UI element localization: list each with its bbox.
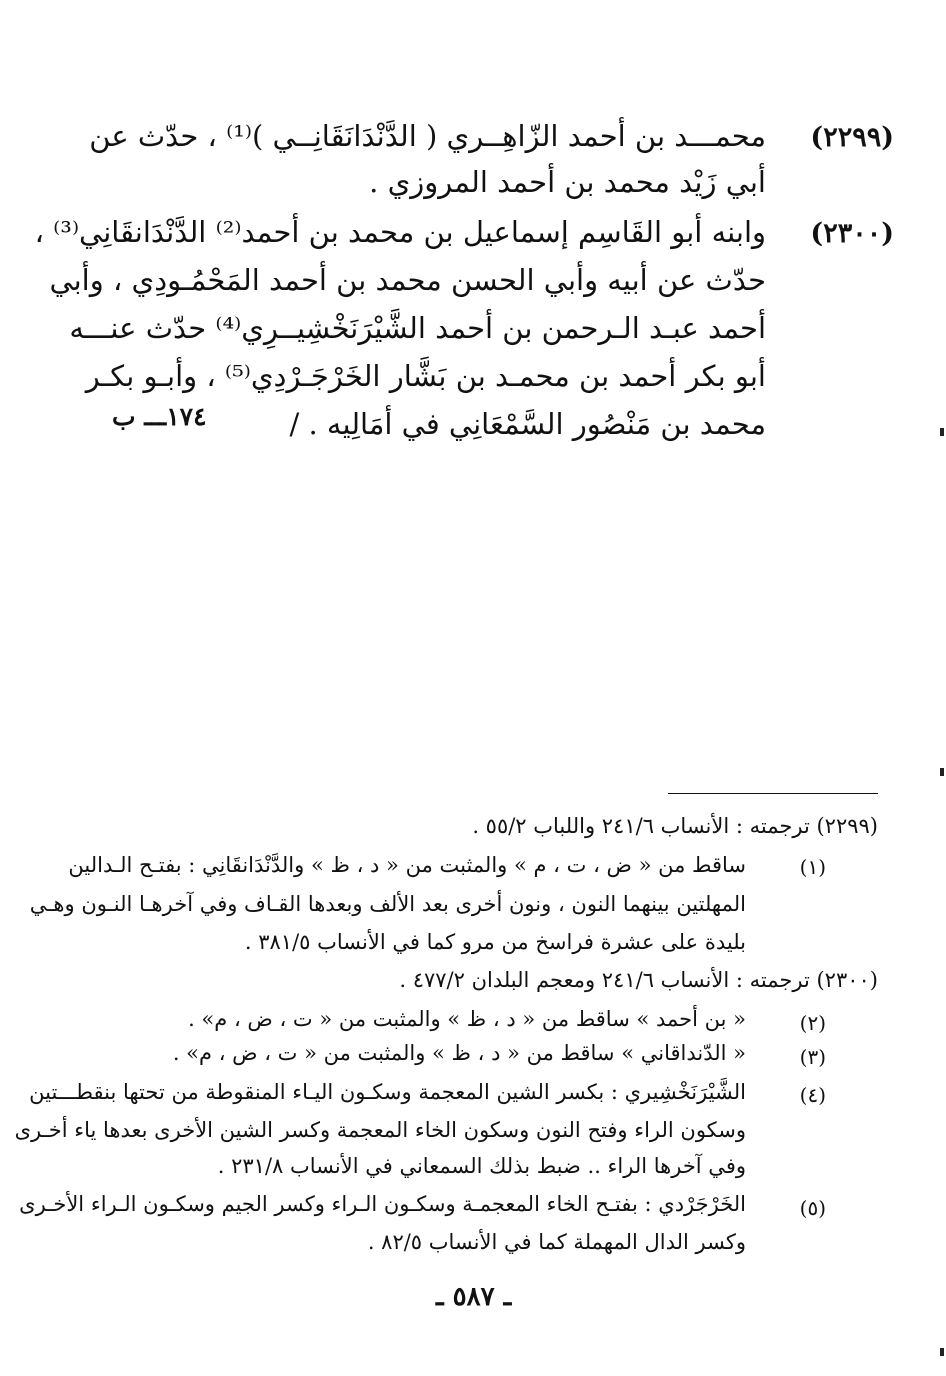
- footnote-group-head-2299: (٢٢٩٩) ترجمته : الأنساب ٢٤١/٦ واللباب ٥٥/٢ .: [472, 814, 878, 838]
- footnote-line: بليدة على عشرة فراسخ من مرو كما في الأنساب ٣٨١/٥ .: [244, 930, 746, 954]
- footnote-number: (١): [799, 855, 826, 879]
- entry-line: محمد بن مَنْصُور السَّمْعَانِي في أمَالِيه . /: [289, 407, 766, 441]
- entry-line: أبي زَيْد محمد بن أحمد المروزي .: [369, 165, 766, 199]
- footnote-number: (٢): [799, 1011, 826, 1035]
- footnote-line: وكسر الدال المهملة كما في الأنساب ٨٢/٥ .: [367, 1230, 746, 1254]
- biography-entry-2299: [89, 119, 894, 202]
- scan-edge-mark: [940, 768, 944, 776]
- biography-entry-2300: [34, 215, 894, 448]
- footnote-line: الخَرْجَرْدي : بفتـح الخاء المعجمـة وسكـون الـراء وكسر الجيم وسكـون الـراء الأخـرى: [19, 1192, 746, 1216]
- entry-line: حدّث عن أبيه وأبي الحسن محمد بن أحمد المَحْمُـودِي ، وأبي: [49, 263, 766, 297]
- entry-number: (٢٣٠٠): [810, 218, 894, 249]
- footnote-line: « الدّنداقاني » ساقط من « د ، ظ » والمثبت من « ت ، ض ، م» .: [172, 1041, 746, 1065]
- footnote-number: (٤): [799, 1083, 826, 1107]
- footnote-line: وسكون الراء وفتح النون وسكون الخاء المعجمة وكسر الشين الأخرى بعدها ياء أخـرى: [14, 1118, 746, 1142]
- footnote-line: الشَّيْرَنَخْشِيري : بكسر الشين المعجمة وسكـون اليـاء المنقوطة من تحتها بنقطـــتين: [29, 1080, 746, 1104]
- page-number: ـ ٥٨٧ ـ: [436, 1282, 512, 1312]
- entry-line: أحمد عبـد الـرحمن بن أحمد الشَّيْرَنَخْشِيــرِي⁽⁴⁾ حدّث عنـــه: [69, 311, 766, 345]
- footnote-line: المهلتين بينهما النون ، ونون أخرى بعد الألف وبعدها القـاف وفي آخرهـا النـون وهـي: [29, 892, 746, 916]
- margin-folio-marker: ١٧٤ـــ ب: [112, 402, 207, 431]
- entry-number: (٢٢٩٩): [810, 122, 894, 153]
- footnote-line: « بن أحمد » ساقط من « د ، ظ » والمثبت من « ت ، ض ، م» .: [188, 1007, 746, 1031]
- entry-line: وابنه أبو القَاسِم إسماعيل بن محمد بن أحمد⁽²⁾ الدَّنْدَانقَانِي⁽³⁾ ،: [34, 215, 766, 249]
- footnote-number: (٣): [799, 1045, 826, 1069]
- footnote-group-head-2300: (٢٣٠٠) ترجمته : الأنساب ٢٤١/٦ ومعجم البلدان ٤٧٧/٢ .: [399, 968, 878, 992]
- footnote-line: وفي آخرها الراء .. ضبط بذلك السمعاني في الأنساب ٢٣١/٨ .: [217, 1154, 746, 1178]
- footnote-number: (٥): [799, 1196, 826, 1220]
- footnote-separator: [668, 793, 878, 794]
- footnote-line: ساقط من « ض ، ت ، م » والمثبت من « د ، ظ » والدَّنْدَانقَانِي : بفتـح الـدالين: [68, 853, 746, 877]
- entry-line: أبو بكر أحمد بن محمـد بن بَشَّار الخَرْجَـرْدِي⁽⁵⁾ ، وأبـو بكـر: [85, 359, 766, 393]
- scan-edge-mark: [940, 1348, 944, 1356]
- entry-line: محمـــد بن أحمد الزّاهِــري ( الدَّنْدَانَقَانِــي )⁽¹⁾ ، حدّث عن: [89, 119, 766, 153]
- scan-edge-mark: [940, 428, 944, 436]
